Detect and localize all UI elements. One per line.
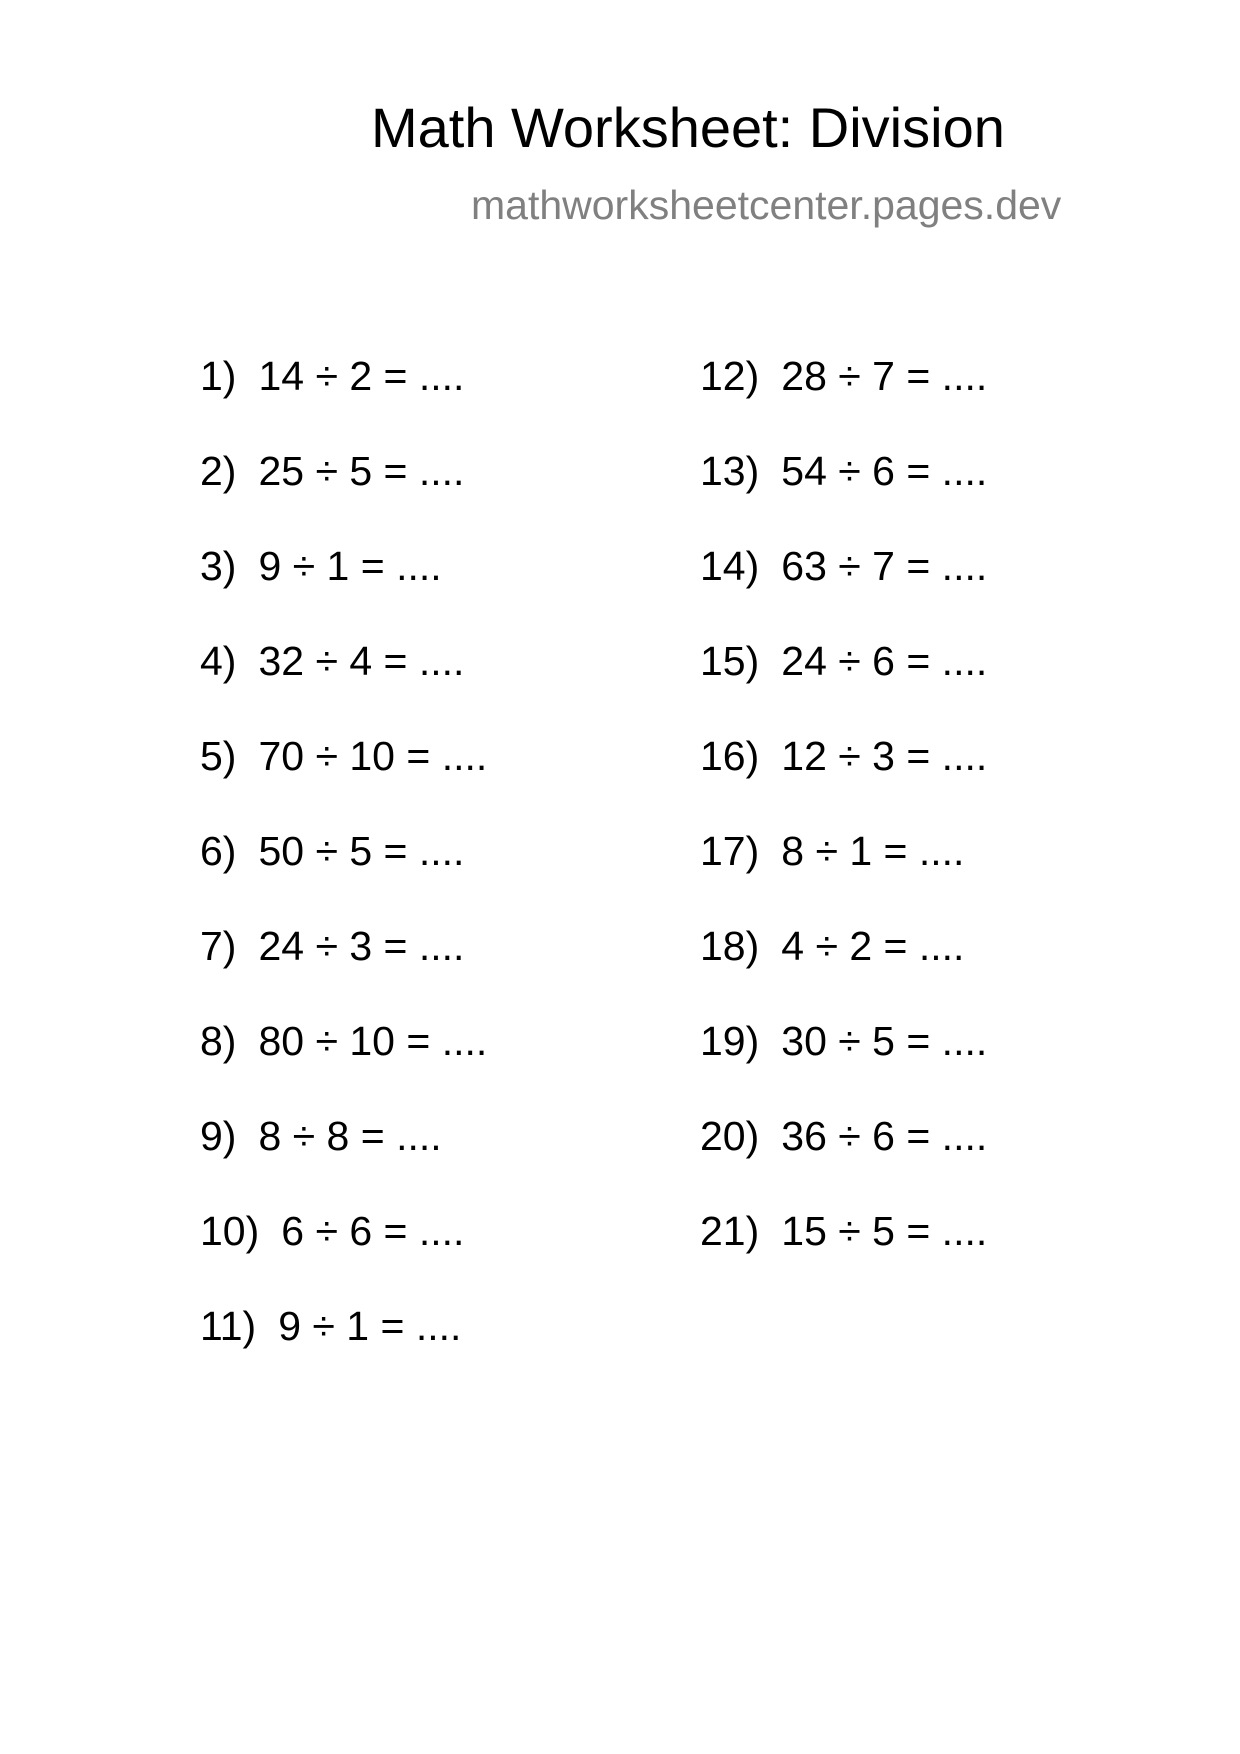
- problem-item: [200, 923, 487, 1021]
- problem-item: [700, 448, 988, 546]
- problem-number: 1): [200, 353, 237, 399]
- problem-number: 2): [200, 448, 237, 494]
- problem-number: 7): [200, 923, 237, 969]
- problem-item: [200, 733, 488, 831]
- problem-item: [700, 638, 988, 736]
- problem-number: 20): [700, 1113, 760, 1159]
- problem-expression: 54 ÷ 6 = ....: [781, 448, 988, 494]
- problem-number: 14): [700, 543, 760, 589]
- problem-item: [700, 1208, 988, 1306]
- problem-number: 16): [700, 733, 760, 779]
- problem-expression: 14 ÷ 2 = ....: [258, 353, 465, 399]
- problem-item: [700, 1018, 988, 1116]
- problem-expression: 6 ÷ 6 = ....: [281, 1208, 465, 1254]
- problem-item: [700, 1113, 988, 1211]
- problem-number: 8): [200, 1018, 237, 1064]
- problem-expression: 25 ÷ 5 = ....: [258, 448, 465, 494]
- problem-item: [700, 543, 988, 641]
- problem-item: [200, 543, 487, 641]
- problem-list-left: [200, 353, 488, 1401]
- source-url: mathworksheetcenter.pages.dev: [471, 182, 1062, 228]
- problem-item: [700, 353, 988, 451]
- problem-item: [200, 1208, 487, 1306]
- problem-item: [200, 1303, 487, 1401]
- problem-expression: 24 ÷ 3 = ....: [258, 923, 465, 969]
- problem-expression: 70 ÷ 10 = ....: [258, 733, 488, 779]
- problem-expression: 15 ÷ 5 = ....: [781, 1208, 988, 1254]
- problem-number: 15): [700, 638, 760, 684]
- problem-number: 9): [200, 1113, 237, 1159]
- problem-expression: 9 ÷ 1 = ....: [258, 543, 442, 589]
- problem-item: [200, 353, 487, 451]
- problem-number: 17): [700, 828, 760, 874]
- problem-number: 4): [200, 638, 237, 684]
- problem-expression: 12 ÷ 3 = ....: [781, 733, 988, 779]
- problem-expression: 9 ÷ 1 = ....: [278, 1303, 462, 1349]
- problem-item: [700, 733, 988, 831]
- problem-number: 13): [700, 448, 760, 494]
- problem-expression: 28 ÷ 7 = ....: [781, 353, 988, 399]
- problem-number: 5): [200, 733, 237, 779]
- problem-number: 18): [700, 923, 760, 969]
- problem-expression: 32 ÷ 4 = ....: [258, 638, 465, 684]
- problem-expression: 63 ÷ 7 = ....: [781, 543, 988, 589]
- problem-number: 11): [200, 1303, 257, 1349]
- problem-item: [700, 828, 987, 926]
- problem-list-right: [700, 353, 988, 1306]
- problem-item: [700, 923, 987, 1021]
- problem-expression: 80 ÷ 10 = ....: [258, 1018, 488, 1064]
- problem-item: [200, 828, 487, 926]
- problem-number: 12): [700, 353, 760, 399]
- problem-expression: 8 ÷ 8 = ....: [258, 1113, 442, 1159]
- problem-item: [200, 448, 487, 546]
- problem-expression: 4 ÷ 2 = ....: [781, 923, 965, 969]
- problem-expression: 36 ÷ 6 = ....: [781, 1113, 988, 1159]
- problem-item: [200, 1113, 487, 1211]
- problem-number: 6): [200, 828, 237, 874]
- problem-expression: 30 ÷ 5 = ....: [781, 1018, 988, 1064]
- problem-expression: 24 ÷ 6 = ....: [781, 638, 988, 684]
- page-title: Math Worksheet: Division: [371, 96, 1005, 159]
- problem-number: 10): [200, 1208, 260, 1254]
- problem-item: [200, 638, 487, 736]
- problem-item: [200, 1018, 488, 1116]
- problem-number: 3): [200, 543, 237, 589]
- problem-expression: 50 ÷ 5 = ....: [258, 828, 465, 874]
- problem-number: 19): [700, 1018, 760, 1064]
- problem-number: 21): [700, 1208, 760, 1254]
- problem-expression: 8 ÷ 1 = ....: [781, 828, 965, 874]
